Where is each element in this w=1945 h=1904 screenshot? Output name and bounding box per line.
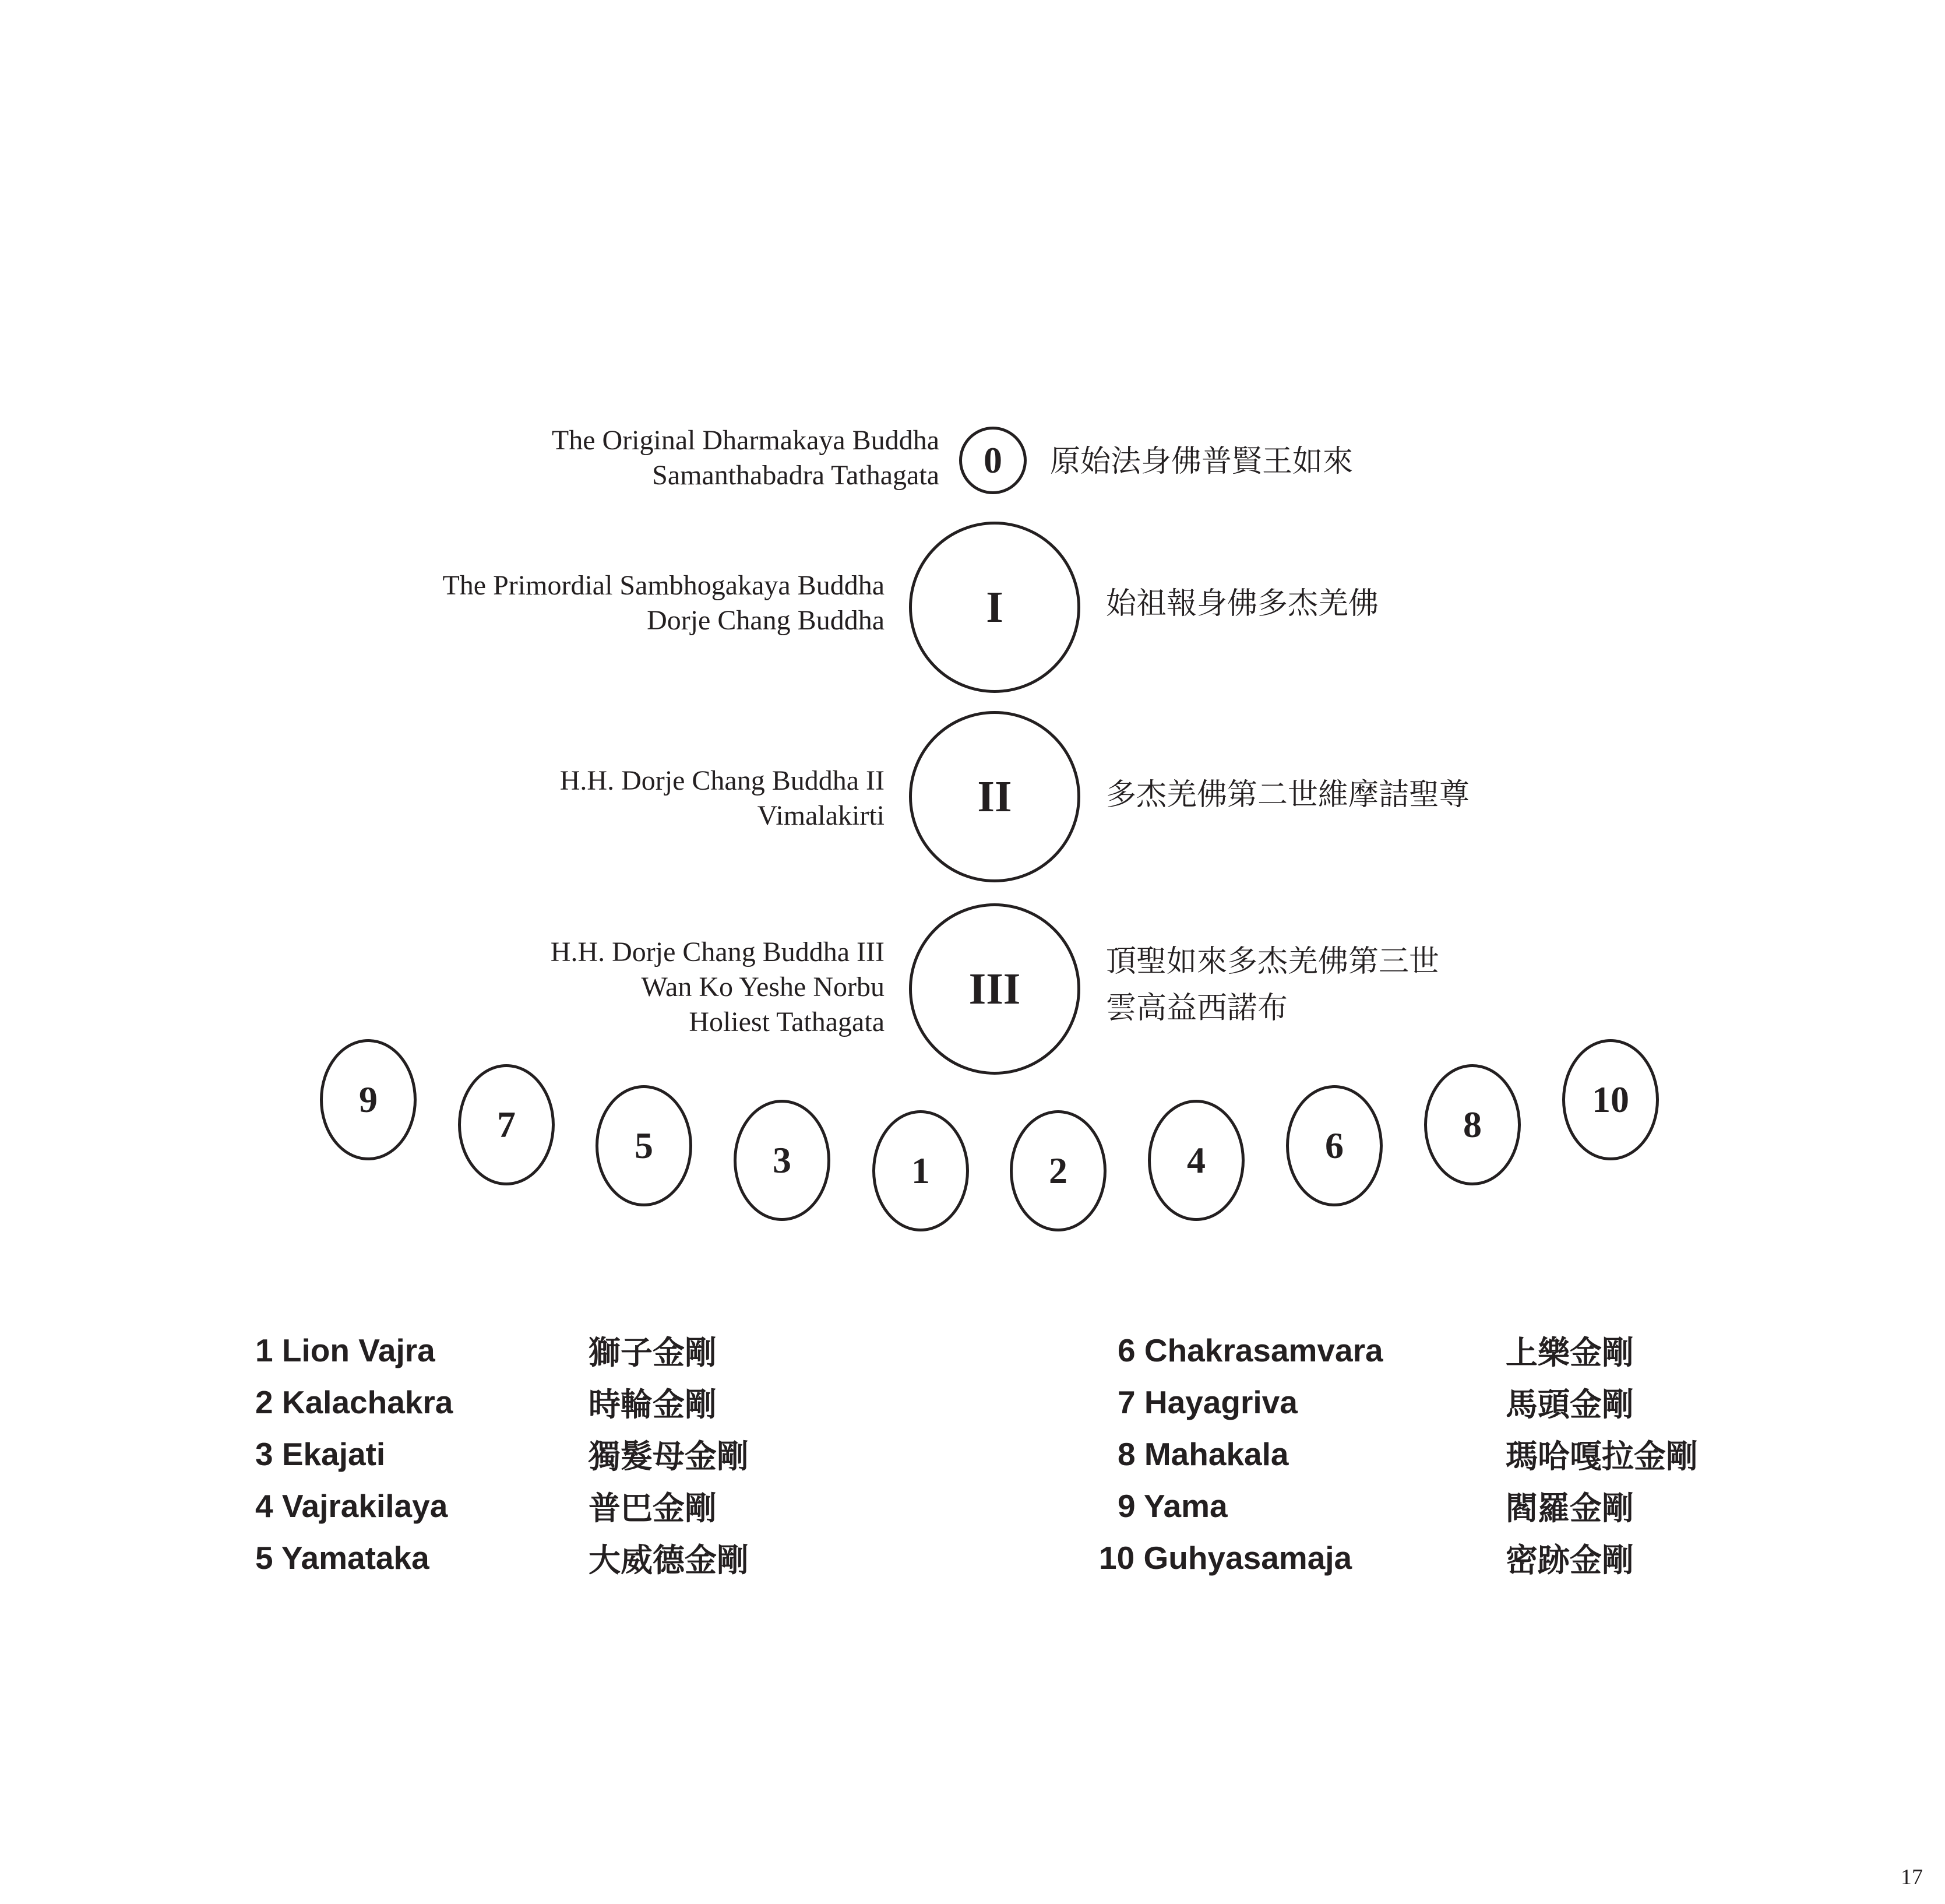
legend-item-3-chinese: 獨髮母金剛: [589, 1438, 749, 1475]
legend-item-6-english: 6 Chakrasamvara: [1118, 1332, 1383, 1368]
tier-1-numeral: I: [986, 582, 1003, 632]
tier-0-english-line-1: The Original Dharmakaya Buddha: [551, 425, 939, 456]
oval-5-number: 5: [635, 1125, 653, 1166]
legend-item-1-chinese: 獅子金剛: [589, 1334, 717, 1371]
legend-item-2-english: 2 Kalachakra: [255, 1384, 453, 1420]
tier-0-circle: [959, 427, 1027, 494]
legend-item-9-english: 9 Yama: [1118, 1487, 1228, 1524]
tier-3-chinese-line-2: 雲高益西諾布: [1106, 991, 1288, 1026]
oval-2: [1010, 1110, 1107, 1231]
tier-2-numeral: II: [977, 772, 1012, 821]
tier-2-english-line-2: Vimalakirti: [757, 800, 885, 831]
legend-item-4-chinese: 普巴金剛: [589, 1490, 717, 1527]
oval-6: [1286, 1085, 1383, 1206]
tier-3-numeral: III: [968, 964, 1021, 1013]
tier-3-chinese-label: [1106, 938, 1439, 1032]
tier-3-english-line-1: H.H. Dorje Chang Buddha III: [550, 937, 885, 967]
oval-10: [1562, 1039, 1659, 1160]
legend-item-5-chinese: 大威德金剛: [589, 1541, 749, 1579]
tier-0-numeral: 0: [984, 439, 1002, 481]
legend-item-10-chinese: 密跡金剛: [1506, 1541, 1634, 1579]
oval-6-number: 6: [1325, 1125, 1344, 1166]
legend-item-10-english: 10 Guhyasamaja: [1099, 1539, 1352, 1576]
oval-10-number: 10: [1592, 1079, 1629, 1120]
tier-0-english-label: [552, 423, 939, 493]
oval-5: [596, 1085, 692, 1206]
legend-item-7-english: 7 Hayagriva: [1118, 1384, 1298, 1420]
legend-item-2-chinese: 時輪金剛: [589, 1386, 717, 1423]
tier-3-circle: [909, 903, 1080, 1075]
tier-2-english-label: [560, 763, 885, 833]
tier-0-english-line-2: Samanthabadra Tathagata: [652, 460, 939, 491]
legend-item-5-english: 5 Yamataka: [255, 1539, 429, 1576]
oval-1: [872, 1110, 969, 1231]
tier-1-english-label: [442, 568, 885, 638]
page-number: 17: [1901, 1865, 1923, 1889]
oval-2-number: 2: [1049, 1150, 1067, 1191]
legend-item-8-chinese: 瑪哈嘎拉金剛: [1506, 1438, 1699, 1475]
legend-right-chinese: [1506, 1324, 1698, 1583]
legend-item-8-english: 8 Mahakala: [1118, 1435, 1289, 1472]
legend-item-6-chinese: 上樂金剛: [1506, 1334, 1634, 1371]
oval-1-number: 1: [911, 1150, 930, 1191]
tier-3-english-line-3: Holiest Tathagata: [689, 1006, 885, 1037]
tier-2-circle: [909, 711, 1080, 882]
oval-3: [734, 1100, 830, 1221]
oval-9: [320, 1039, 417, 1160]
oval-3-number: 3: [773, 1139, 791, 1181]
tier-1-english-line-2: Dorje Chang Buddha: [647, 605, 885, 636]
legend-left-chinese: [589, 1324, 749, 1583]
legend-item-9-chinese: 閻羅金剛: [1506, 1490, 1634, 1527]
legend-right-english: [1099, 1324, 1383, 1583]
tier-3-chinese-line-1: 頂聖如來多杰羌佛第三世: [1106, 944, 1440, 979]
tier-2-chinese-line-1: 多杰羌佛第二世維摩詰聖尊: [1106, 777, 1470, 812]
tier-1-chinese-label: [1106, 580, 1379, 627]
legend-item-4-english: 4 Vajrakilaya: [255, 1487, 448, 1524]
oval-8-number: 8: [1463, 1104, 1482, 1145]
tier-0-chinese-label: [1050, 438, 1353, 485]
tier-1-circle: [909, 522, 1080, 693]
oval-4-number: 4: [1187, 1139, 1206, 1181]
tier-3-english-line-2: Wan Ko Yeshe Norbu: [641, 972, 885, 1002]
oval-7: [458, 1064, 555, 1185]
tier-0-chinese-line-1: 原始法身佛普賢王如來: [1050, 444, 1354, 479]
tier-2-english-line-1: H.H. Dorje Chang Buddha II: [559, 765, 885, 796]
legend-item-7-chinese: 馬頭金剛: [1506, 1386, 1634, 1423]
oval-4: [1148, 1100, 1245, 1221]
oval-9-number: 9: [359, 1079, 378, 1120]
tier-2-chinese-label: [1106, 772, 1470, 818]
tier-3-english-label: [551, 935, 885, 1040]
tier-1-english-line-1: The Primordial Sambhogakaya Buddha: [442, 570, 885, 601]
legend-item-1-english: 1 Lion Vajra: [255, 1332, 435, 1368]
oval-8: [1424, 1064, 1521, 1185]
legend-item-3-english: 3 Ekajati: [255, 1435, 386, 1472]
oval-7-number: 7: [497, 1104, 516, 1145]
legend-left-english: [255, 1324, 453, 1583]
tier-1-chinese-line-1: 始祖報身佛多杰羌佛: [1106, 586, 1379, 621]
